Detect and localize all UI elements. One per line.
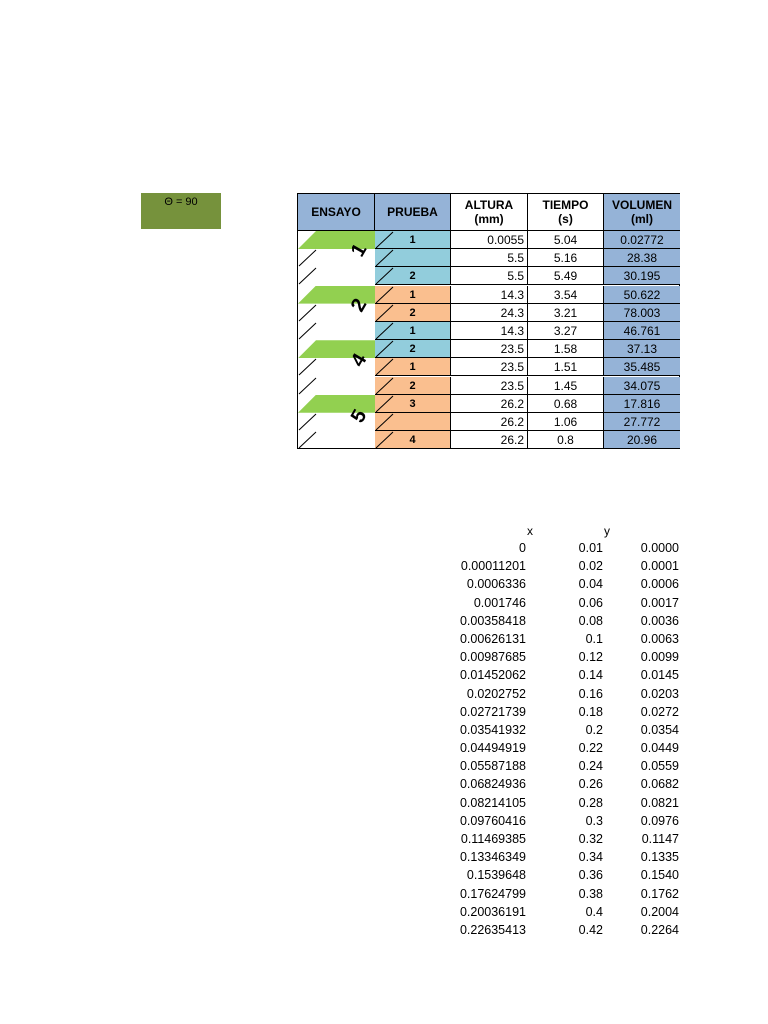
computed-value: 0.0354 (640, 722, 679, 737)
volumen-cell: 28.38 (604, 249, 680, 267)
prueba-cell (375, 267, 451, 285)
y-value: 0.3 (585, 813, 603, 828)
xy-row (440, 666, 680, 684)
computed-value: 0.0036 (640, 613, 679, 628)
altura-cell: 5.5 (451, 267, 528, 285)
altura-cell: 26.2 (451, 395, 528, 413)
computed-value: 0.0006 (640, 577, 679, 592)
y-value: 0.16 (578, 686, 603, 701)
prueba-value: 2 (409, 270, 416, 283)
diagonal-stroke-icon (375, 322, 395, 340)
prueba-value: 4 (409, 434, 416, 447)
diagonal-stroke-icon (375, 304, 395, 322)
header-altura: ALTURA (mm) (451, 194, 528, 230)
xy-row (440, 866, 680, 884)
xy-row (440, 757, 680, 775)
xy-row (440, 575, 680, 593)
y-value: 0.42 (578, 922, 603, 937)
ensayo-cell (298, 395, 375, 413)
tiempo-cell: 3.27 (528, 322, 604, 340)
xy-row (440, 539, 680, 557)
x-value: 0.0202752 (466, 686, 526, 701)
y-value: 0.22 (578, 741, 603, 756)
xy-data-table (440, 539, 680, 939)
prueba-value: 2 (409, 306, 416, 319)
volumen-cell: 46.761 (604, 322, 680, 340)
x-value: 0.09760416 (459, 813, 526, 828)
xy-row (440, 721, 680, 739)
x-value: 0.00358418 (459, 613, 526, 628)
x-value: 0.11469385 (460, 832, 526, 846)
prueba-cell (375, 322, 451, 340)
computed-value: 0.1540 (640, 868, 679, 883)
volumen-cell: 30.195 (604, 267, 680, 285)
diagonal-stroke-icon (298, 267, 318, 285)
tiempo-cell: 5.04 (528, 231, 604, 249)
header-prueba: PRUEBA (375, 194, 451, 230)
table-row (298, 377, 679, 395)
xy-row (440, 830, 680, 848)
prueba-value: 2 (409, 343, 416, 356)
tiempo-cell: 0.68 (528, 395, 604, 413)
y-value: 0.1 (585, 631, 603, 646)
diagonal-stroke-icon (375, 286, 395, 304)
y-value: 0.38 (578, 886, 603, 901)
y-value: 0.02 (578, 559, 603, 574)
x-value: 0.00626131 (459, 631, 526, 646)
diagonal-stroke-icon (298, 431, 318, 449)
xy-row (440, 885, 680, 903)
diagonal-stroke-icon (375, 267, 395, 285)
computed-value: 0.1335 (640, 850, 679, 865)
prueba-cell (375, 413, 451, 431)
diagonal-stroke-icon (375, 413, 395, 431)
xy-row (440, 848, 680, 866)
computed-value: 0.0559 (640, 759, 679, 774)
prueba-cell (375, 358, 451, 376)
x-value: 0.17624799 (459, 886, 526, 901)
ensayo-cell (298, 377, 375, 395)
altura-cell: 26.2 (451, 413, 528, 431)
y-value: 0.4 (585, 904, 603, 919)
altura-cell: 23.5 (451, 377, 528, 395)
prueba-cell (375, 377, 451, 395)
prueba-cell (375, 340, 451, 358)
x-value: 0.13346349 (459, 850, 526, 865)
ensayo-number: 2 (346, 294, 372, 316)
diagonal-stroke-icon (375, 340, 395, 358)
prueba-cell (375, 395, 451, 413)
x-value: 0.00987685 (459, 650, 526, 665)
x-value: 0.1539648 (466, 868, 526, 883)
diagonal-stroke-icon (375, 358, 395, 376)
y-value: 0.08 (578, 613, 603, 628)
prueba-value: 3 (409, 397, 416, 410)
y-value: 0.34 (578, 850, 603, 865)
header-volumen: VOLUMEN (ml) (604, 194, 680, 230)
prueba-cell (375, 249, 451, 267)
computed-value: 0.0001 (640, 559, 679, 574)
volumen-cell: 78.003 (604, 304, 680, 322)
y-column-header: y (604, 524, 610, 538)
tiempo-cell: 3.54 (528, 286, 604, 304)
prueba-value: 1 (409, 361, 416, 374)
header-tiempo: TIEMPO (s) (528, 194, 604, 230)
altura-cell: 23.5 (451, 340, 528, 358)
y-value: 0.28 (578, 795, 603, 810)
ensayo-number: 1 (346, 240, 372, 261)
computed-value: 0.0145 (640, 668, 679, 683)
xy-row (440, 557, 680, 575)
diagonal-stroke-icon (375, 249, 395, 267)
volumen-cell: 0.02772 (604, 231, 680, 249)
y-value: 0.06 (578, 595, 603, 610)
tiempo-cell: 1.51 (528, 358, 604, 376)
computed-value: 0.0976 (640, 813, 679, 828)
prueba-cell (375, 231, 451, 249)
x-value: 0.03541932 (459, 722, 526, 737)
x-value: 0.22635413 (459, 922, 526, 937)
prueba-value: 1 (409, 234, 416, 246)
x-value: 0.001746 (473, 595, 526, 610)
theta-label: Θ = 90 (141, 193, 221, 229)
altura-cell: 23.5 (451, 358, 528, 376)
computed-value: 0.1762 (640, 886, 679, 901)
altura-cell: 26.2 (451, 431, 528, 449)
volumen-cell: 20.96 (604, 431, 680, 449)
altura-cell: 14.3 (451, 322, 528, 340)
prueba-cell (375, 286, 451, 304)
tiempo-cell: 1.06 (528, 413, 604, 431)
y-value: 0.32 (578, 832, 603, 846)
y-value: 0.12 (578, 650, 603, 665)
prueba-value: 1 (409, 325, 416, 337)
x-value: 0.02721739 (459, 704, 526, 719)
tiempo-cell: 5.16 (528, 249, 604, 267)
x-value: 0.06824936 (459, 777, 526, 792)
diagonal-stroke-icon (298, 322, 318, 340)
altura-cell: 5.5 (451, 249, 528, 267)
volumen-cell: 50.622 (604, 286, 680, 304)
xy-row (440, 594, 680, 612)
xy-row (440, 903, 680, 921)
diagonal-stroke-icon (298, 304, 318, 322)
computed-value: 0.0821 (640, 795, 679, 810)
computed-value: 0.1147 (641, 832, 679, 846)
tiempo-cell: 5.49 (528, 267, 604, 285)
prueba-value: 2 (409, 379, 416, 392)
ensayo-cell (298, 322, 375, 340)
y-value: 0.36 (578, 868, 603, 883)
x-value: 0.01452062 (459, 668, 526, 683)
x-value: 0.08214105 (459, 795, 526, 810)
diagonal-stroke-icon (298, 249, 318, 267)
computed-value: 0.0272 (640, 704, 679, 719)
ensayo-cell (298, 267, 375, 285)
y-value: 0.18 (578, 704, 603, 719)
x-column-header: x (527, 524, 533, 538)
volumen-cell: 37.13 (604, 340, 680, 358)
altura-cell: 0.0055 (451, 231, 528, 249)
header-ensayo: ENSAYO (298, 194, 375, 230)
tiempo-cell: 1.45 (528, 377, 604, 395)
xy-row (440, 648, 680, 666)
x-value: 0.05587188 (459, 759, 526, 774)
tiempo-cell: 3.21 (528, 304, 604, 322)
xy-row (440, 794, 680, 812)
diagonal-stroke-icon (298, 377, 318, 395)
computed-value: 0.2264 (640, 922, 679, 937)
computed-value: 0.0063 (640, 631, 679, 646)
diagonal-stroke-icon (375, 395, 395, 413)
xy-row (440, 812, 680, 830)
ensayo-number: 4 (346, 349, 372, 371)
diagonal-stroke-icon (375, 377, 395, 395)
xy-row (440, 630, 680, 648)
x-value: 0.00011201 (460, 559, 526, 574)
volumen-cell: 27.772 (604, 413, 680, 431)
diagonal-stroke-icon (375, 231, 395, 249)
tiempo-cell: 0.8 (528, 431, 604, 449)
volumen-cell: 35.485 (604, 358, 680, 376)
y-value: 0.2 (585, 722, 603, 737)
y-value: 0.14 (578, 668, 603, 683)
prueba-cell (375, 431, 451, 449)
table-row (298, 267, 679, 285)
xy-row (440, 775, 680, 793)
x-value: 0.20036191 (459, 904, 526, 919)
volumen-cell: 17.816 (604, 395, 680, 413)
ensayo-cell (298, 431, 375, 449)
altura-cell: 14.3 (451, 286, 528, 304)
table-row (298, 431, 679, 449)
computed-value: 0.2004 (640, 904, 679, 919)
y-value: 0.24 (578, 759, 603, 774)
xy-row (440, 703, 680, 721)
results-table (297, 193, 680, 449)
xy-row (440, 921, 680, 939)
x-value: 0 (519, 541, 526, 555)
computed-value: 0.0000 (640, 541, 679, 555)
ensayo-number: 5 (346, 405, 372, 427)
computed-value: 0.0099 (640, 650, 679, 665)
computed-value: 0.0203 (640, 686, 679, 701)
computed-value: 0.0682 (640, 777, 679, 792)
prueba-value: 1 (409, 288, 416, 301)
xy-row (440, 739, 680, 757)
altura-cell: 24.3 (451, 304, 528, 322)
y-value: 0.26 (578, 777, 603, 792)
diagonal-stroke-icon (298, 358, 318, 376)
prueba-cell (375, 304, 451, 322)
diagonal-stroke-icon (375, 431, 395, 449)
xy-row (440, 612, 680, 630)
volumen-cell: 34.075 (604, 377, 680, 395)
table-row (298, 322, 679, 340)
computed-value: 0.0017 (640, 595, 679, 610)
y-value: 0.01 (578, 541, 603, 555)
diagonal-stroke-icon (298, 413, 318, 431)
computed-value: 0.0449 (640, 741, 679, 756)
xy-row (440, 685, 680, 703)
y-value: 0.04 (578, 577, 603, 592)
tiempo-cell: 1.58 (528, 340, 604, 358)
x-value: 0.04494919 (459, 741, 526, 756)
x-value: 0.0006336 (466, 577, 526, 592)
